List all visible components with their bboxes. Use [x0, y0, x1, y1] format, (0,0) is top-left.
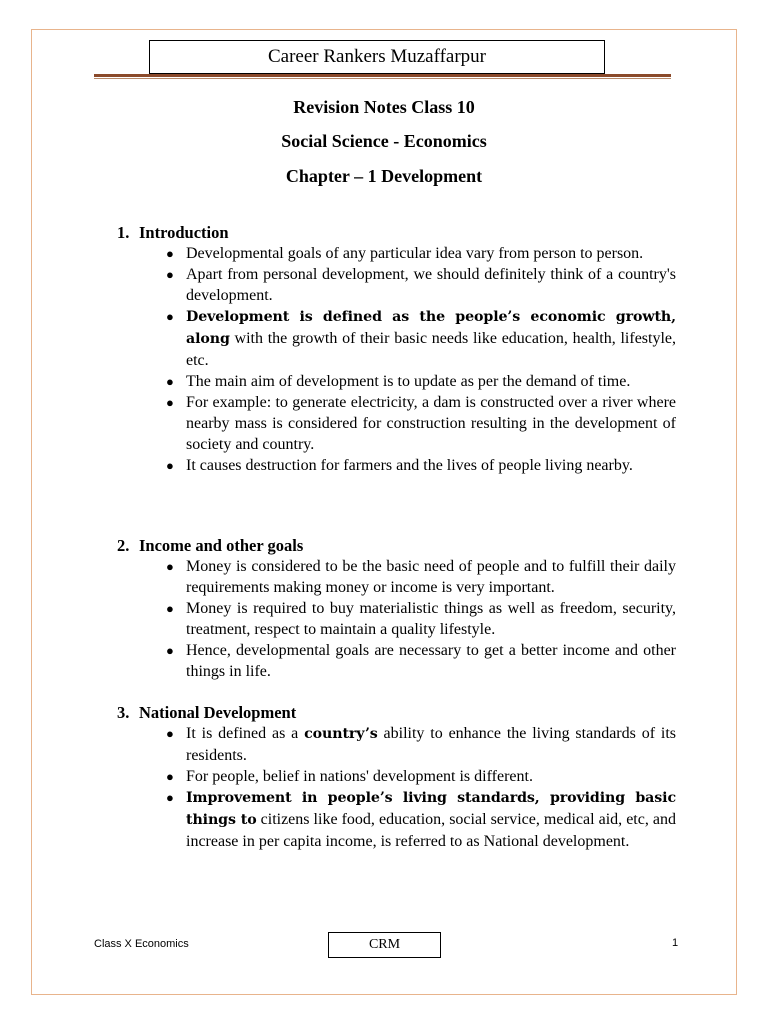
list-item — [117, 306, 676, 371]
list-item — [117, 766, 676, 787]
footer-label: Class X Economics — [94, 938, 189, 950]
list-item-text: Hence, developmental goals are necessary to get a better income and other things in life. — [186, 642, 676, 680]
section-heading — [117, 535, 687, 556]
bullet-list — [117, 556, 687, 682]
list-item — [117, 455, 676, 476]
list-item-bold-word: country’s — [304, 726, 378, 742]
header-title — [149, 40, 605, 74]
list-item-text: For example: to generate electricity, a dam is constructed over a river where nearby mass is considered for construction resulting in the development of society and country. — [186, 394, 676, 453]
section-number: 2. — [117, 536, 130, 555]
list-item-text: The main aim of development is to update as per the demand of time. — [186, 373, 631, 390]
list-item-bold-lead: Improvement in people’s living standards, providing basic things to — [186, 790, 676, 828]
doc-title: Revision Notes Class 10 — [293, 97, 475, 117]
footer-badge-text: CRM — [368, 937, 401, 952]
bullet-icon: ● — [166, 769, 174, 784]
bullet-icon: ● — [166, 726, 174, 741]
list-item-text: Money is considered to be the basic need of people and to fulfill their daily requirements making money or income is very important. — [186, 558, 676, 596]
doc-subtitle: Social Science - Economics — [281, 131, 487, 151]
bullet-icon: ● — [166, 458, 174, 473]
bullet-icon: ● — [166, 790, 174, 805]
list-item — [117, 243, 676, 264]
section-heading — [117, 702, 687, 723]
list-item — [117, 264, 676, 306]
section-title: National Development — [139, 703, 297, 722]
header-rule-thin — [94, 78, 671, 79]
list-item-text: It causes destruction for farmers and the lives of people living nearby. — [186, 457, 633, 474]
list-item-text: Developmental goals of any particular idea vary from person to person. — [186, 245, 644, 262]
bullet-icon: ● — [166, 643, 174, 658]
bullet-icon: ● — [166, 395, 174, 410]
footer-badge — [328, 932, 441, 958]
list-item-bold-lead: Development is defined as the people’s economic growth, along — [186, 309, 676, 347]
list-item — [117, 598, 676, 640]
page-number: 1 — [672, 937, 679, 949]
section-number: 3. — [117, 703, 130, 722]
section-national-development — [117, 702, 687, 852]
bullet-icon: ● — [166, 309, 174, 324]
bullet-icon: ● — [166, 559, 174, 574]
section-title: Income and other goals — [139, 536, 304, 555]
header-title-text: Career Rankers Muzaffarpur — [267, 46, 487, 67]
list-item-text: Money is required to buy materialistic things as well as freedom, security, treatment, respect to maintain a quality lifestyle. — [186, 600, 676, 638]
bullet-icon: ● — [166, 246, 174, 261]
section-number: 1. — [117, 223, 130, 242]
list-item — [117, 371, 676, 392]
bullet-icon: ● — [166, 601, 174, 616]
section-title: Introduction — [139, 223, 229, 242]
bullet-list — [117, 243, 687, 476]
list-item-text: ability to enhance the living standards of its residents. — [186, 725, 677, 764]
list-item — [117, 787, 676, 852]
section-heading — [117, 222, 687, 243]
list-item-text: It is defined as a — [186, 725, 299, 742]
list-item-text: citizens like food, education, social service, medical aid, etc, and increase in per capita income, is referred to as National development. — [186, 811, 676, 850]
list-item — [117, 640, 676, 682]
list-item — [117, 556, 676, 598]
section-income-goals — [117, 535, 687, 682]
list-item-text: with the growth of their basic needs like education, health, lifestyle, etc. — [186, 330, 677, 369]
bullet-icon: ● — [166, 267, 174, 282]
bullet-icon: ● — [166, 374, 174, 389]
bullet-list — [117, 723, 687, 852]
header-rule — [94, 74, 671, 77]
list-item-text: For people, belief in nations' development is different. — [186, 768, 533, 785]
list-item — [117, 392, 676, 455]
list-item-text: Apart from personal development, we should definitely think of a country's development. — [186, 266, 676, 304]
list-item — [117, 723, 676, 766]
section-introduction — [117, 222, 687, 476]
chapter-title: Chapter – 1 Development — [285, 166, 483, 186]
